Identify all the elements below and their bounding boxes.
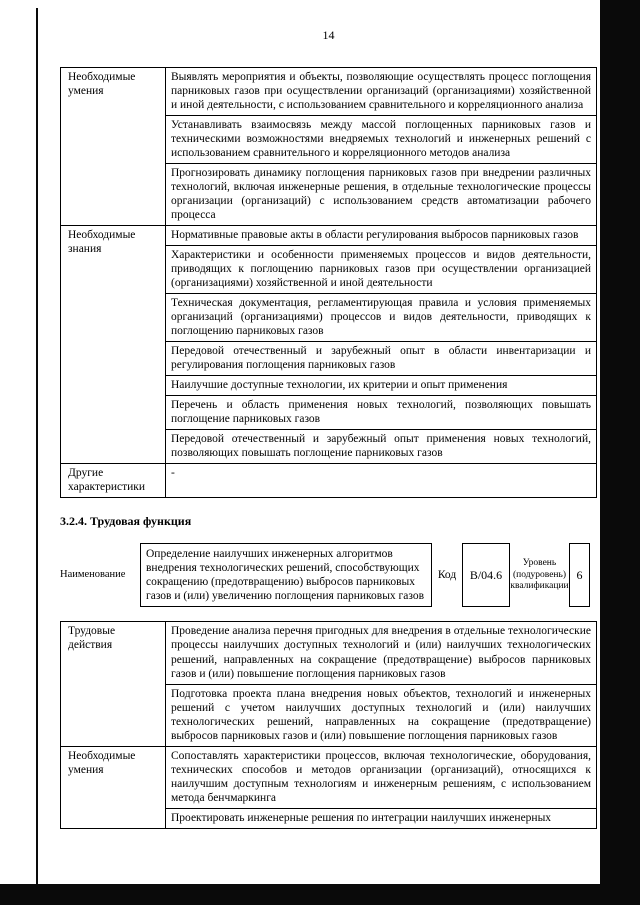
table-row	[61, 68, 597, 116]
table-cell: Проведение анализа перечня пригодных для внедрения в отдельные технологические процессы наилучших доступных технологий и (или) наилучших технологических решений, направленных на сокращение (предотвращение) выбросов парниковых газов и (или) повышение поглощения парниковых газов	[166, 622, 597, 684]
scan-edge-right	[600, 0, 640, 905]
labor-function-header	[60, 543, 597, 607]
row-label: Необходимые умения	[61, 68, 166, 226]
function-code-label: Код	[437, 569, 457, 582]
function-level-label: Уровень (подуровень) квалификации	[510, 558, 569, 592]
page-number: 14	[322, 28, 335, 42]
table-cell: Перечень и область применения новых технологий, позволяющих повышать поглощение парниковых газов	[166, 396, 597, 430]
labor-function-table	[60, 621, 597, 828]
table-row	[61, 226, 597, 246]
row-label: Трудовые действия	[61, 622, 166, 746]
row-label: Необходимые знания	[61, 226, 166, 464]
table-cell: Характеристики и особенности применяемых процессов и видов деятельности, приводящих к поглощению парниковых газов при осуществлении организацией (организациями) хозяйственной и иной деятельности	[166, 246, 597, 294]
section-heading: 3.2.4. Трудовая функция	[60, 514, 192, 529]
table-cell: Сопоставлять характеристики процессов, включая технологические, оборудования, технических способов и методов организации (организаций), относящихся к наилучшим доступным технологиям и инженерным решениям, с использованием метода бенчмаркинга	[166, 746, 597, 808]
function-name-label: Наименование	[60, 569, 126, 581]
characteristics-table	[60, 67, 597, 498]
page-content	[60, 0, 597, 829]
row-label: Другие характеристики	[61, 464, 166, 498]
table-row	[61, 746, 597, 808]
table-cell: Проектировать инженерные решения по интеграции наилучших инженерных	[166, 808, 597, 828]
table-row	[61, 464, 597, 498]
table-cell: Техническая документация, регламентирующая правила и условия применяемых организаций (организациями) процессов и видов деятельности, приводящих к поглощению парниковых газов	[166, 294, 597, 342]
table-cell: Нормативные правовые акты в области регулирования выбросов парниковых газов	[166, 226, 597, 246]
function-code-value: В/04.6	[462, 543, 510, 607]
table-cell: Передовой отечественный и зарубежный опыт применения новых технологий, позволяющих повышать поглощение парниковых газов	[166, 430, 597, 464]
table-cell: Прогнозировать динамику поглощения парниковых газов при внедрении различных технологий, включая инженерные решения, в отдельные технологические процессы организации (организаций) с использованием средств автоматизации рабочего процесса	[166, 164, 597, 226]
function-level-value: 6	[569, 543, 590, 607]
table-cell: Выявлять мероприятия и объекты, позволяющие осуществлять процесс поглощения парниковых газов при осуществлении организаций (организациями) хозяйственной и иной деятельности, с использованием сравнительного и корреляционного анализа	[166, 68, 597, 116]
table-cell: Подготовка проекта плана внедрения новых объектов, технологий и инженерных решений с учетом наилучших доступных технологий и (или) наилучших технологических решений, направленных на сокращение (предотвращение) выбросов парниковых газов и (или) повышение поглощения парниковых газов	[166, 684, 597, 746]
scan-edge-bottom	[0, 884, 640, 905]
row-label: Необходимые умения	[61, 746, 166, 828]
table-cell: Устанавливать взаимосвязь между массой поглощенных парниковых газов и техническими возможностями внедряемых технологий и инженерных решений с использованием сравнительного и корреляционного методов анализа	[166, 116, 597, 164]
scan-edge-left	[36, 8, 38, 884]
table-row	[61, 622, 597, 684]
function-name-value: Определение наилучших инженерных алгоритмов внедрения технологических решений, способствующих сокращению (предотвращению) выбросов парниковых газов и (или) увеличению поглощения парниковых газов	[140, 543, 432, 607]
table-cell: Передовой отечественный и зарубежный опыт в области инвентаризации и регулирования поглощения парниковых газов	[166, 342, 597, 376]
table-cell: -	[166, 464, 597, 498]
table-cell: Наилучшие доступные технологии, их критерии и опыт применения	[166, 376, 597, 396]
